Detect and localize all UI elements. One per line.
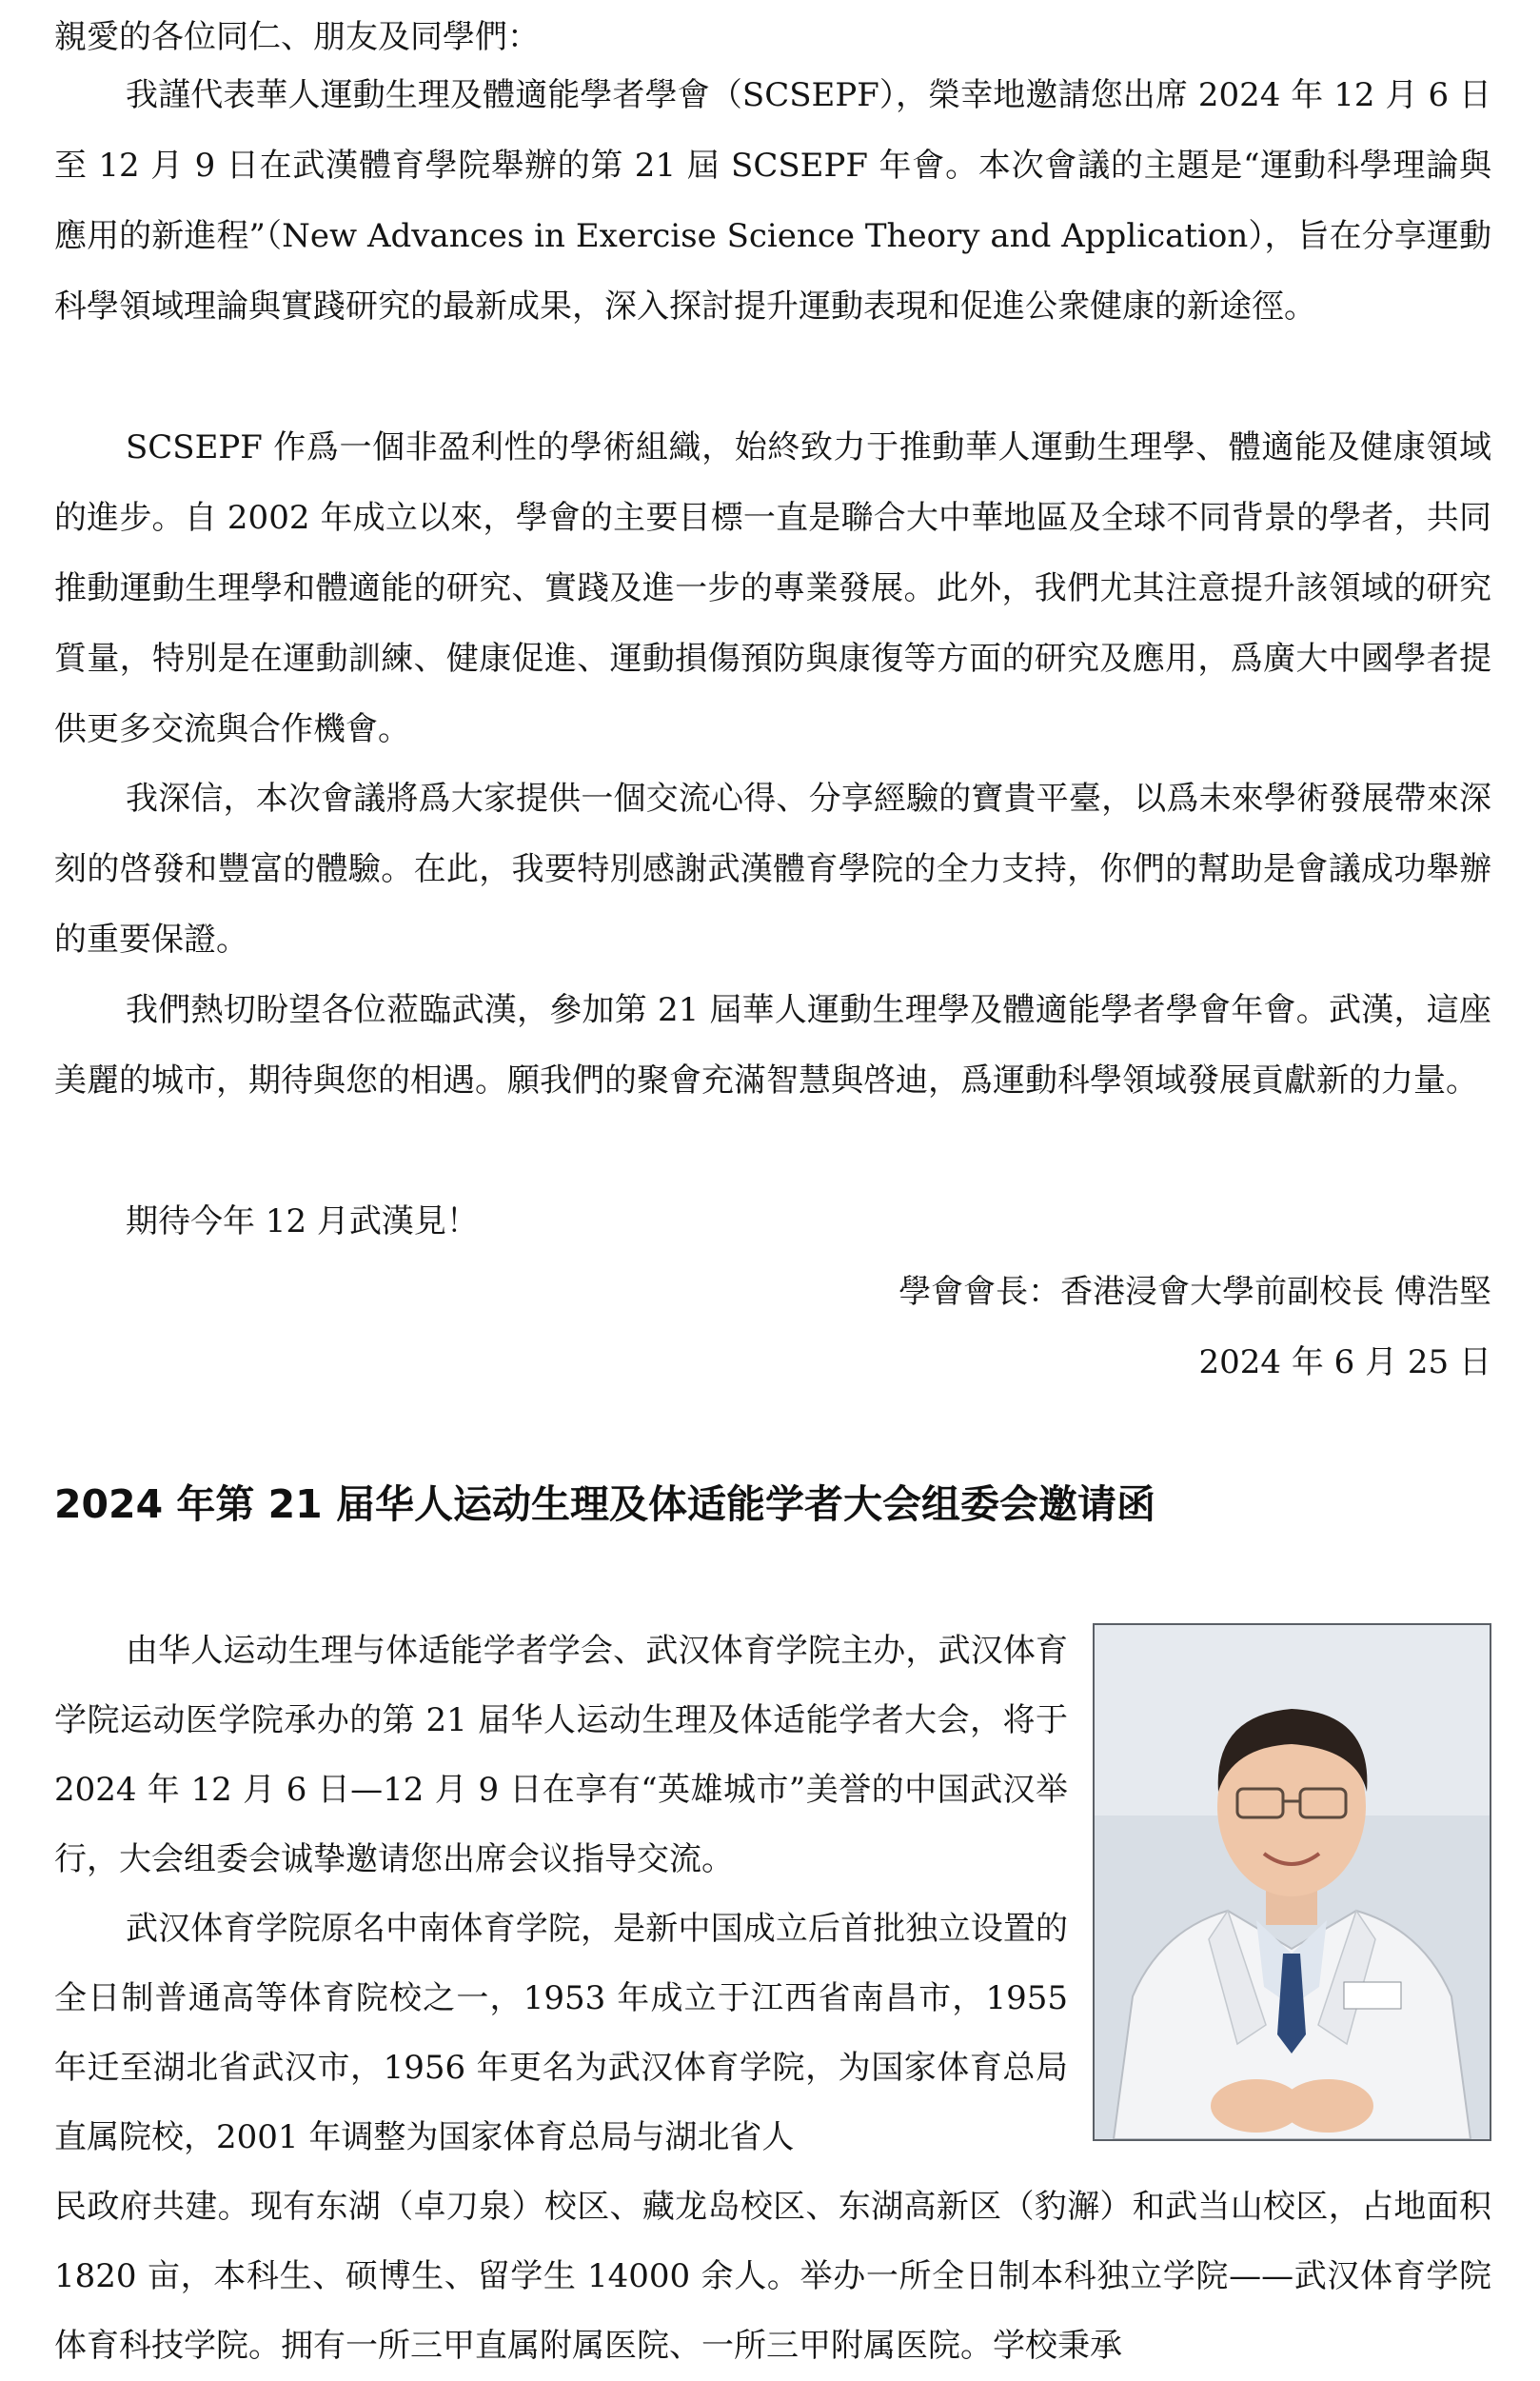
letter-paragraph-4: 我們熱切盼望各位蒞臨武漢，參加第 21 屆華人運動生理學及體適能學者學會年會。武漢，這座美麗的城市，期待與您的相遇。願我們的聚會充滿智慧與啓迪，爲運動科學領域發展貢獻新的力量。 (54, 991, 1491, 1100)
invitation-paragraph-2-continued: 民政府共建。现有东湖（卓刀泉）校区、藏龙岛校区、东湖高新区（豹澥）和武当山校区，占地面积 1820 亩，本科生、硕博生、留学生 14000 余人。举办一所全日制本科独立学院——武汉体育学院体育科技学院。拥有一所三甲直属附属医院、一所三甲附属医院。学校秉承 (54, 2188, 1491, 2365)
invitation-title: 2024 年第 21 届华人运动生理及体适能学者大会组委会邀请函 (54, 1481, 1155, 1527)
portrait-photo (1093, 1623, 1491, 2141)
letter-paragraph-2: SCSEPF 作爲一個非盈利性的學術組織，始終致力于推動華人運動生理學、體適能及健康領域的進步。自 2002 年成立以來，學會的主要目標一直是聯合大中華地區及全球不同背景的學者，共同推動運動生理學和體適能的研究、實踐及進一步的專業發展。此外，我們尤其注意提升該領域的研究質量，特別是在運動訓練、健康促進、運動損傷預防與康復等方面的研究及應用，爲廣大中國學者提供更多交流與合作機會。 (54, 428, 1491, 748)
letter-salutation: 親愛的各位同仁、朋友及同學們： (54, 18, 540, 56)
letter-paragraph-1: 我謹代表華人運動生理及體適能學者學會（SCSEPF），榮幸地邀請您出席 2024 年 12 月 6 日至 12 月 9 日在武漢體育學院舉辦的第 21 屆 SCSEPF 年會。本次會議的主題是“運動科學理論與應用的新進程”（New Advances in Exercise Science Theory and Application），旨在分享運動科學領域理論與實踐研究的最新成果，深入探討提升運動表現和促進公衆健康的新途徑。 (54, 76, 1491, 326)
invitation-paragraph-2-column: 武汉体育学院原名中南体育学院，是新中国成立后首批独立设置的全日制普通高等体育院校之一，1953 年成立于江西省南昌市，1955 年迁至湖北省武汉市，1956 年更名为武汉体育学院，为国家体育总局直属院校，2001 年调整为国家体育总局与湖北省人 (54, 1910, 1068, 2156)
letter-closing: 期待今年 12 月武漢見！ (126, 1202, 479, 1240)
portrait-photo-icon (1095, 1625, 1490, 2139)
letter-paragraph-3: 我深信，本次會議將爲大家提供一個交流心得、分享經驗的寶貴平臺，以爲未來學術發展帶來深刻的啓發和豐富的體驗。在此，我要特別感謝武漢體育學院的全力支持，你們的幫助是會議成功舉辦的重要保證。 (54, 780, 1491, 959)
letter-signature: 學會會長：香港浸會大學前副校長 傅浩堅 (898, 1273, 1491, 1311)
invitation-paragraph-1: 由华人运动生理与体适能学者学会、武汉体育学院主办，武汉体育学院运动医学院承办的第 21 届华人运动生理及体适能学者大会，将于 2024 年 12 月 6 日—12 月 9 日在享有“英雄城市”美誉的中国武汉举行，大会组委会诚挚邀请您出席会议指导交流。 (54, 1632, 1068, 1878)
letter-date: 2024 年 6 月 25 日 (1198, 1343, 1491, 1381)
